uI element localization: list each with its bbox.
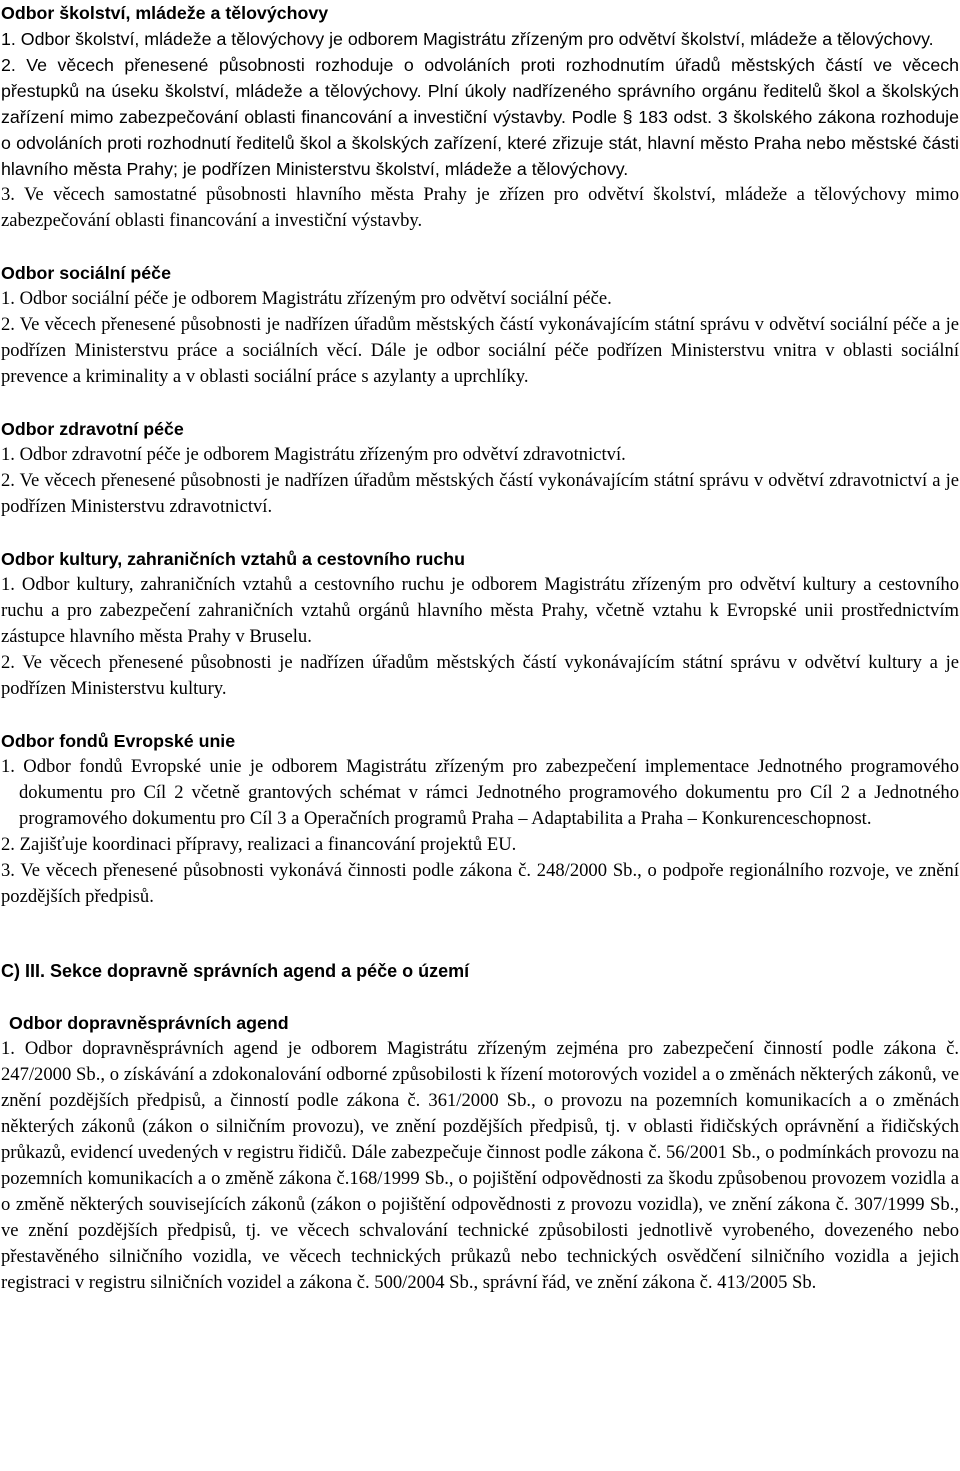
section-fondu	[1, 728, 959, 910]
paragraph: 1. Odbor školství, mládeže a tělovýchovy je odborem Magistrátu zřízeným pro odvětví školství, mládeže a tělovýchovy.	[1, 29, 934, 49]
paragraph: 2. Ve věcech přenesené působnosti rozhoduje o odvoláních proti rozhodnutím úřadů městských částí ve věcech přestupků na úseku školství, mládeže a tělovýchovy. Plní úkoly nadřízeného správního orgánu ředitelů škol a školských zařízení mimo zabezpečování oblasti financování a investiční výstavby. Podle § 183 odst. 3 školského zákona rozhoduje o odvoláních proti rozhodnutí ředitelů škol a školských zařízení, které zřizuje stát, hlavní město Praha nebo městské části hlavního města Prahy; je podřízen Ministerstvu školství, mládeže a tělovýchovy.	[1, 55, 959, 179]
paragraph: 2. Ve věcech přenesené působnosti je nadřízen úřadům městských částí vykonávajícím státní správu v odvětví sociální péče a je podřízen Ministerstvu práce a sociálních věcí. Dále je odbor sociální péče podřízen Ministerstvu vnitra v oblasti sociální prevence a kriminality a v oblasti sociální práce s azylanty a uprchlíky.	[1, 314, 959, 387]
paragraph: 1. Odbor dopravněsprávních agend je odborem Magistrátu zřízeným zejména pro zabezpečení činností podle zákona č. 247/2000 Sb., o získávání a zdokonalování odborné způsobilosti k řízení motorových vozidel a o změnách některých zákonů, ve znění pozdějších předpisů, a činností podle zákona č. 361/2000 Sb., o provozu na pozemních komunikacích a o změnách některých zákonů (zákon o silničním provozu), ve znění pozdějších předpisů, tj. v oblasti řidičských oprávnění a řidičských průkazů, evidencí uvedených v registru řidičů. Dále zabezpečuje činnost podle zákona č. 56/2001 Sb., o podmínkách provozu na pozemních komunikacích a o změně zákona č.168/1999 Sb., o pojištění odpovědnosti za škodu způsobenou provozem vozidla a o změně některých souvisejících zákonů (zákon o pojištění odpovědnosti z provozu vozidla), ve znění zákona č. 307/1999 Sb., ve znění pozdějších předpisů, tj. ve věcech schvalování technické způsobilosti jednotlivě vyrobeného, dovezeného nebo přestavěného silničního vozidla, ve věcech technických průkazů nebo technických osvědčení silničního vozidla a jejich registraci v registru silničních vozidel a zákona č. 500/2004 Sb., správní řád, ve znění zákona č. 413/2005 Sb.	[1, 1038, 959, 1293]
section-heading: Odbor zdravotní péče	[1, 419, 184, 439]
paragraph: 2. Zajišťuje koordinaci přípravy, realizaci a financování projektů EU.	[1, 834, 517, 855]
section-kultury	[1, 546, 959, 702]
section-socialni	[1, 260, 959, 390]
paragraph: 1. Odbor fondů Evropské unie je odborem Magistrátu zřízeným pro zabezpečení implementace Jednotného programového dokumentu pro Cíl 2 včetně grantových schémat v rámci Jednotného programového dokumentu pro Cíl 2 a Jednotného programového dokumentu pro Cíl 3 a Operačních programů Praha – Adaptabilita a Praha – Konkurenceschopnost.	[1, 756, 959, 829]
section-heading: Odbor kultury, zahraničních vztahů a cestovního ruchu	[1, 549, 466, 569]
paragraph: 3. Ve věcech přenesené působnosti vykonává činnosti podle zákona č. 248/2000 Sb., o podpoře regionálního rozvoje, ve znění pozdějších předpisů.	[1, 860, 959, 907]
section-heading: Odbor sociální péče	[1, 263, 171, 283]
section-skolstvi	[1, 0, 959, 234]
paragraph: 1. Odbor sociální péče je odborem Magistrátu zřízeným pro odvětví sociální péče.	[1, 288, 612, 309]
paragraph: 2. Ve věcech přenesené působnosti je nadřízen úřadům městských částí vykonávajícím státní správu v odvětví kultury a je podřízen Ministerstvu kultury.	[1, 652, 959, 699]
paragraph: 2. Ve věcech přenesené působnosti je nadřízen úřadům městských částí vykonávajícím státní správu v odvětví zdravotnictví a je podřízen Ministerstvu zdravotnictví.	[1, 470, 959, 517]
section-heading: Odbor fondů Evropské unie	[1, 731, 236, 751]
paragraph: 1. Odbor zdravotní péče je odborem Magistrátu zřízeným pro odvětví zdravotnictví.	[1, 444, 626, 465]
paragraph: 1. Odbor kultury, zahraničních vztahů a cestovního ruchu je odborem Magistrátu zřízeným pro odvětví kultury a cestovního ruchu a pro zabezpečení zahraničních vztahů orgánů hlavního města Prahy, včetně vztahu k Evropské unii prostřednictvím zástupce hlavního města Prahy v Bruselu.	[1, 574, 959, 647]
section-heading: Odbor školství, mládeže a tělovýchovy	[1, 3, 329, 23]
section-zdravotni	[1, 416, 959, 520]
section-sekce	[1, 958, 959, 984]
paragraph: 3. Ve věcech samostatné působnosti hlavního města Prahy je zřízen pro odvětví školství, mládeže a tělovýchovy mimo zabezpečování oblasti financování a investiční výstavby.	[1, 184, 959, 231]
section-dopravne	[1, 1010, 959, 1296]
part-heading: C) III. Sekce dopravně správních agend a péče o území	[1, 961, 470, 981]
section-heading: Odbor dopravněsprávních agend	[9, 1013, 289, 1033]
